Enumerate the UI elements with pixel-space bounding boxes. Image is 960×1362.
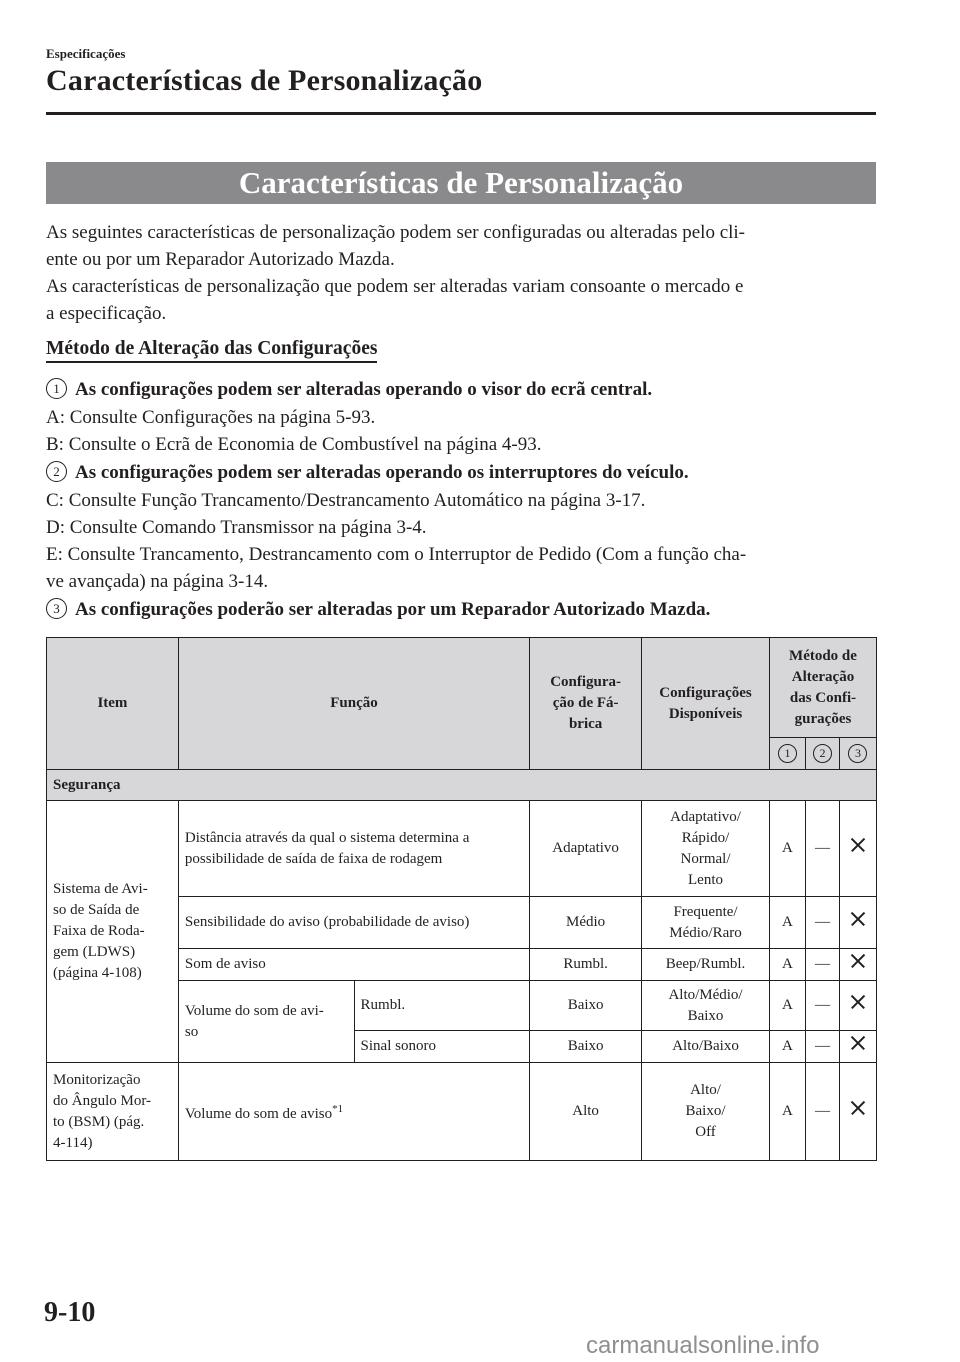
- ldws-volume-rumbl-method-2: —: [805, 981, 839, 1031]
- ldws-volume-beep-method-3: [839, 1031, 876, 1063]
- header-method-1: [769, 738, 805, 770]
- cross-icon: [850, 1035, 866, 1051]
- section-banner: Características de Personalização: [46, 162, 876, 204]
- header-funcao: Função: [178, 638, 529, 770]
- header-available-line-2: Disponíveis: [668, 705, 743, 722]
- header-method-line-4: gurações: [794, 710, 852, 727]
- section-row: [47, 770, 877, 801]
- method-2-text: As configurações podem ser alteradas operando os interruptores do veículo.: [75, 462, 689, 483]
- ldws-distance-available-line-1: Adaptativo/: [670, 808, 741, 825]
- method-2-heading: [46, 460, 886, 486]
- ldws-volume-beep-method-1: A: [769, 1031, 805, 1063]
- ldws-sound-method-1: A: [769, 949, 805, 981]
- number-3-icon: 3: [848, 744, 867, 763]
- header-method: [769, 638, 876, 738]
- page-number: 9-10: [44, 1297, 96, 1328]
- ldws-sound-method-3: [839, 949, 876, 981]
- method-3-text: As configurações poderão ser alteradas por um Reparador Autorizado Mazda.: [75, 599, 711, 620]
- header-available: [642, 638, 770, 770]
- number-2-icon: 2: [46, 461, 67, 482]
- ldws-item: [47, 801, 179, 1063]
- bsm-item: [47, 1063, 179, 1161]
- bsm-item-line-3: to (BSM) (pág.: [53, 1113, 145, 1130]
- method-e-line-2: ve avançada) na página 3-14.: [46, 571, 269, 592]
- bsm-method-2: —: [805, 1063, 839, 1161]
- watermark: carmanualsonline.info: [586, 1332, 820, 1359]
- header-available-line-1: Configurações: [659, 684, 752, 701]
- ldws-item-line-3: Faixa de Roda-: [53, 923, 145, 939]
- header-factory-line-2: ção de Fá-: [552, 695, 619, 711]
- bsm-item-line-1: Monitorização: [53, 1071, 141, 1088]
- number-1-icon: 1: [778, 744, 797, 763]
- header-method-line-2: Alteração: [791, 668, 855, 685]
- ldws-volume-beep-available: Alto/Baixo: [642, 1031, 770, 1063]
- method-a: A: Consulte Configurações na página 5-93.: [46, 407, 376, 428]
- bsm-available-line-2: Baixo/: [685, 1103, 726, 1119]
- ldws-volume-beep-method-2: —: [805, 1031, 839, 1063]
- header-item: Item: [47, 638, 179, 770]
- ldws-volume-function-line-2: so: [184, 1023, 199, 1040]
- ldws-sensitivity-method-3: [839, 897, 876, 949]
- bsm-method-1: A: [769, 1063, 805, 1161]
- ldws-sensitivity-method-1: A: [769, 897, 805, 949]
- ldws-volume-function: [178, 981, 354, 1063]
- ldws-volume-rumbl-available-line-2: Baixo: [687, 1007, 724, 1024]
- method-d: D: Consulte Comando Transmissor na página 3-4.: [46, 517, 427, 538]
- bsm-function-text: Volume do som de aviso: [184, 1105, 333, 1122]
- ldws-distance-available-line-3: Normal/: [680, 850, 731, 867]
- ldws-sensitivity-method-2: —: [805, 897, 839, 949]
- ldws-volume-rumbl-factory: Baixo: [530, 981, 642, 1031]
- intro-line-1: As seguintes características de personalização podem ser configuradas ou alteradas pelo cli-: [46, 222, 746, 243]
- intro-line-4: a especificação.: [46, 303, 167, 324]
- method-c: C: Consulte Função Trancamento/Destrancamento Automático na página 3-17.: [46, 490, 646, 511]
- ldws-distance-function-line-1: Distância através da qual o sistema determina a: [184, 829, 470, 846]
- bsm-item-line-4: 4-114): [53, 1134, 93, 1151]
- ldws-sound-available: Beep/Rumbl.: [642, 949, 770, 981]
- ldws-volume-rumbl-available: [642, 981, 770, 1031]
- footnote-marker: *1: [332, 1102, 344, 1115]
- ldws-volume-beep-factory: Baixo: [530, 1031, 642, 1063]
- page-title: Características de Personalização: [46, 64, 483, 97]
- number-2-icon: 2: [813, 744, 832, 763]
- method-e-line-1: E: Consulte Trancamento, Destrancamento com o Interruptor de Pedido (Com a função cha-: [46, 544, 747, 565]
- cross-icon: [850, 837, 866, 853]
- method-1-text: As configurações podem ser alteradas operando o visor do ecrã central.: [75, 379, 653, 400]
- ldws-item-line-4: gem (LDWS): [53, 944, 136, 960]
- header-method-2: [805, 738, 839, 770]
- table-row: [47, 1063, 877, 1161]
- header-factory: [530, 638, 642, 770]
- bsm-available-line-3: Off: [695, 1124, 716, 1140]
- section-label: Especificações: [46, 46, 126, 61]
- method-heading: Método de Alteração das Configurações: [46, 338, 377, 363]
- cross-icon: [850, 994, 866, 1010]
- header-factory-line-1: Configura-: [550, 674, 622, 690]
- ldws-volume-function-line-1: Volume do som de avi-: [184, 1002, 324, 1019]
- bsm-available: [642, 1063, 770, 1161]
- ldws-distance-available: [642, 801, 770, 897]
- table-header-row: [47, 638, 877, 738]
- ldws-item-line-5: (página 4-108): [53, 965, 142, 981]
- ldws-item-line-2: so de Saída de: [53, 902, 140, 918]
- method-1-heading: [46, 377, 886, 403]
- ldws-sensitivity-factory: Médio: [530, 897, 642, 949]
- method-3-heading: [46, 597, 886, 623]
- ldws-volume-rumbl-available-line-1: Alto/Médio/: [668, 986, 743, 1003]
- ldws-distance-available-line-4: Lento: [688, 871, 724, 888]
- header-factory-line-3: brica: [568, 716, 603, 732]
- ldws-distance-method-3: [839, 801, 876, 897]
- ldws-distance-method-2: —: [805, 801, 839, 897]
- cross-icon: [850, 1100, 866, 1116]
- customization-table: [46, 637, 877, 1161]
- ldws-sensitivity-function: Sensibilidade do aviso (probabilidade de aviso): [178, 897, 529, 949]
- ldws-sensitivity-available-line-2: Médio/Raro: [669, 924, 742, 941]
- ldws-sensitivity-available: [642, 897, 770, 949]
- method-b: B: Consulte o Ecrã de Economia de Combustível na página 4-93.: [46, 434, 542, 455]
- ldws-volume-rumbl-method-1: A: [769, 981, 805, 1031]
- ldws-sensitivity-available-line-1: Frequente/: [673, 903, 738, 920]
- intro-line-3: As características de personalização que podem ser alteradas variam consoante o mercado e: [46, 276, 744, 297]
- bsm-factory: Alto: [530, 1063, 642, 1161]
- cross-icon: [850, 953, 866, 969]
- header-method-3: [839, 738, 876, 770]
- number-1-icon: 1: [46, 378, 67, 399]
- ldws-distance-method-1: A: [769, 801, 805, 897]
- ldws-distance-available-line-2: Rápido/: [681, 829, 730, 846]
- ldws-item-line-1: Sistema de Avi-: [53, 881, 148, 897]
- ldws-distance-factory: Adaptativo: [530, 801, 642, 897]
- bsm-method-3: [839, 1063, 876, 1161]
- ldws-volume-beep-sub: Sinal sonoro: [354, 1031, 530, 1063]
- intro-line-2: ente ou por um Reparador Autorizado Mazda.: [46, 249, 395, 270]
- ldws-sound-function: Som de aviso: [178, 949, 529, 981]
- header-method-line-1: Método de: [789, 647, 857, 664]
- cross-icon: [850, 911, 866, 927]
- table-row: [47, 801, 877, 897]
- bsm-function: [178, 1063, 529, 1161]
- section-seguranca: Segurança: [47, 770, 877, 801]
- ldws-volume-rumbl-method-3: [839, 981, 876, 1031]
- ldws-sound-method-2: —: [805, 949, 839, 981]
- number-3-icon: 3: [46, 598, 67, 619]
- ldws-distance-function-line-2: possibilidade de saída de faixa de rodagem: [184, 850, 443, 867]
- bsm-available-line-1: Alto/: [690, 1082, 721, 1098]
- ldws-sound-factory: Rumbl.: [530, 949, 642, 981]
- ldws-distance-function: [178, 801, 529, 897]
- header-method-line-3: das Confi-: [789, 689, 857, 706]
- bsm-item-line-2: do Ângulo Mor-: [53, 1092, 152, 1109]
- header-divider: [46, 112, 876, 115]
- ldws-volume-rumbl-sub: Rumbl.: [354, 981, 530, 1031]
